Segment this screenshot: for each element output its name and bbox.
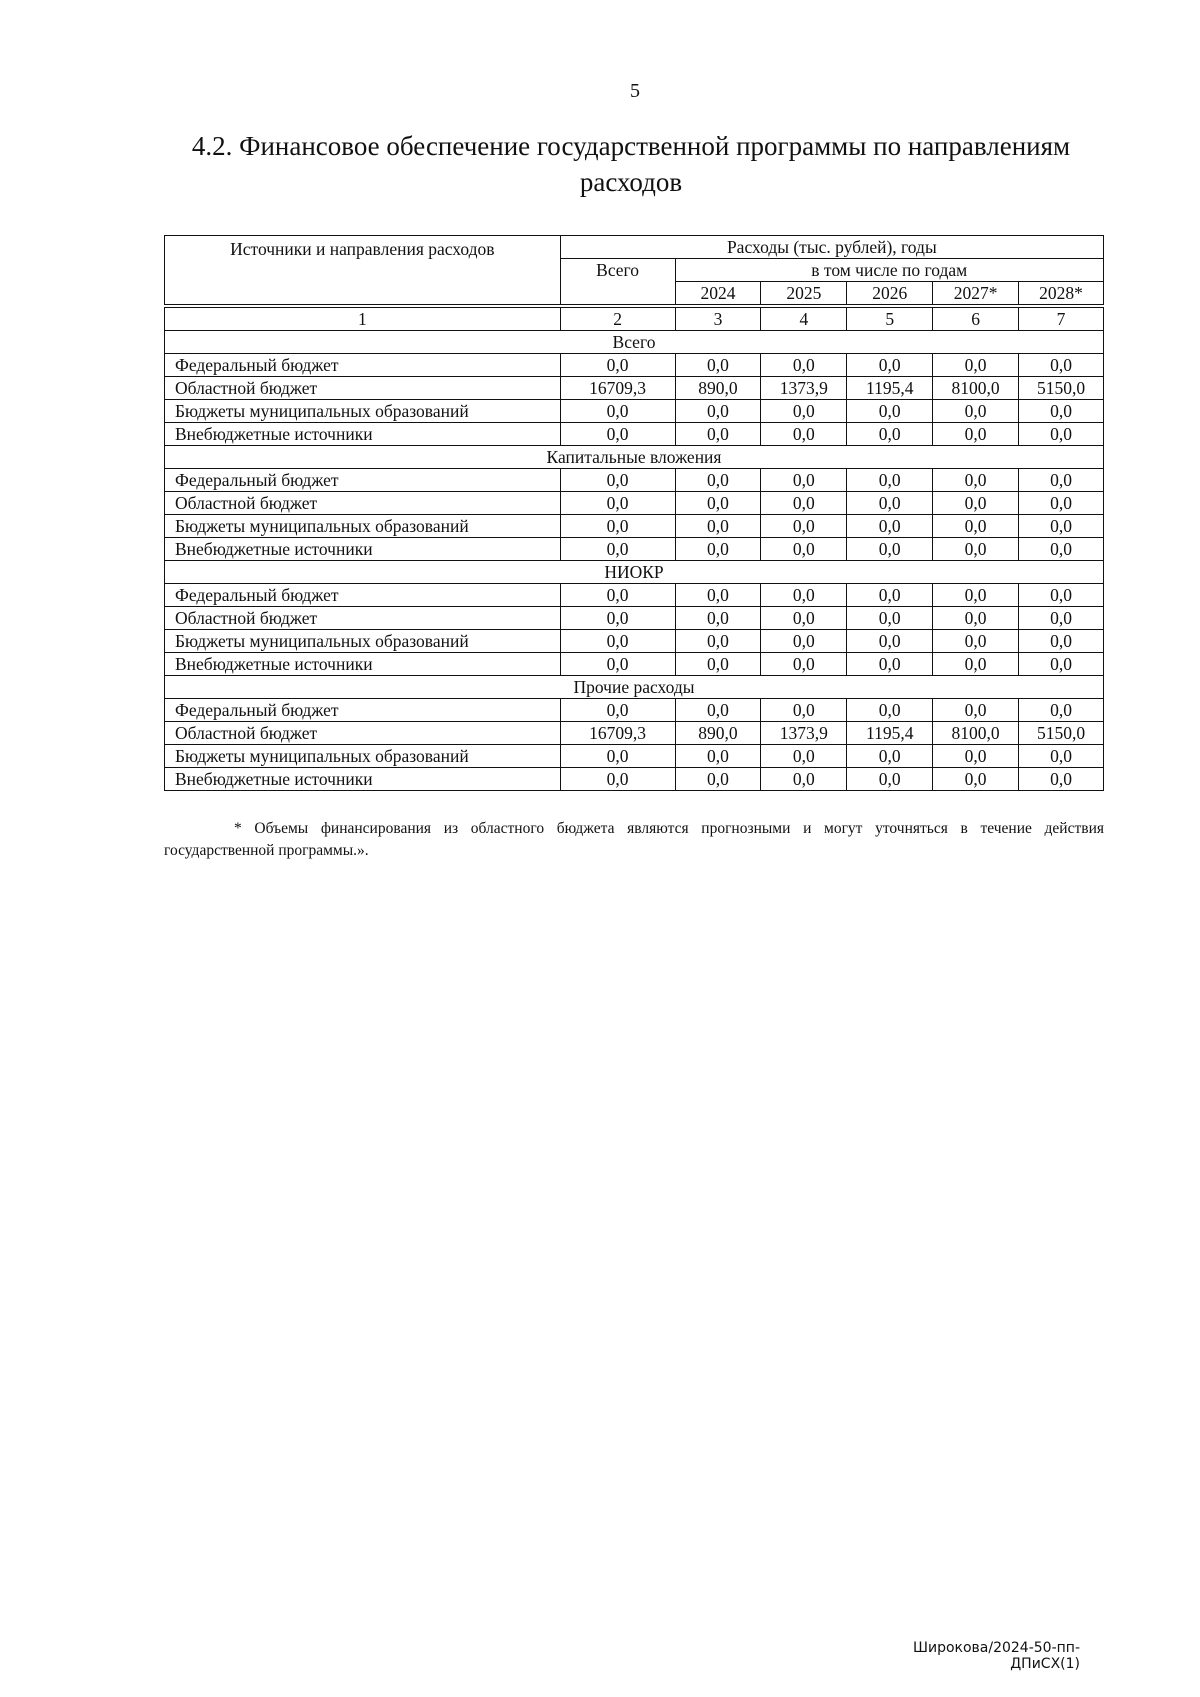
value-cell: 0,0 bbox=[675, 538, 761, 561]
value-cell: 0,0 bbox=[761, 607, 847, 630]
value-cell: 0,0 bbox=[1019, 653, 1104, 676]
header-year: 2026 bbox=[847, 282, 933, 305]
table-row bbox=[165, 722, 1104, 745]
row-label: Федеральный бюджет bbox=[165, 469, 561, 492]
value-cell: 0,0 bbox=[933, 538, 1019, 561]
value-cell: 0,0 bbox=[675, 699, 761, 722]
value-cell: 0,0 bbox=[1019, 584, 1104, 607]
header-year: 2024 bbox=[675, 282, 761, 305]
value-cell: 0,0 bbox=[847, 607, 933, 630]
value-cell: 0,0 bbox=[933, 400, 1019, 423]
value-cell: 0,0 bbox=[1019, 768, 1104, 791]
section-title: Всего bbox=[165, 331, 1104, 354]
value-cell: 0,0 bbox=[761, 745, 847, 768]
header-year: 2028* bbox=[1019, 282, 1104, 305]
value-cell: 0,0 bbox=[761, 768, 847, 791]
value-cell: 0,0 bbox=[675, 768, 761, 791]
value-cell: 0,0 bbox=[847, 630, 933, 653]
value-cell: 0,0 bbox=[560, 653, 675, 676]
value-cell: 1373,9 bbox=[761, 377, 847, 400]
value-cell: 0,0 bbox=[761, 354, 847, 377]
value-cell: 0,0 bbox=[933, 630, 1019, 653]
value-cell: 0,0 bbox=[847, 745, 933, 768]
row-label: Внебюджетные источники bbox=[165, 768, 561, 791]
value-cell: 0,0 bbox=[933, 745, 1019, 768]
row-label: Внебюджетные источники bbox=[165, 653, 561, 676]
footnote: * Объемы финансирования из областного бюджета являются прогнозными и могут уточняться в течение действия государственной программы.». bbox=[164, 820, 1104, 859]
value-cell: 0,0 bbox=[560, 400, 675, 423]
row-label: Бюджеты муниципальных образований bbox=[165, 745, 561, 768]
section-row bbox=[165, 446, 1104, 469]
value-cell: 0,0 bbox=[933, 768, 1019, 791]
value-cell: 0,0 bbox=[675, 630, 761, 653]
header-row-1 bbox=[165, 236, 1104, 259]
row-label: Областной бюджет bbox=[165, 722, 561, 745]
table-body bbox=[165, 236, 1104, 791]
header-by-years: в том числе по годам bbox=[675, 259, 1103, 282]
value-cell: 0,0 bbox=[933, 423, 1019, 446]
value-cell: 0,0 bbox=[847, 699, 933, 722]
header-year: 2027* bbox=[933, 282, 1019, 305]
value-cell: 0,0 bbox=[847, 653, 933, 676]
value-cell: 0,0 bbox=[560, 423, 675, 446]
value-cell: 0,0 bbox=[847, 400, 933, 423]
column-numbers-row bbox=[165, 308, 1104, 331]
section-title: НИОКР bbox=[165, 561, 1104, 584]
table-row bbox=[165, 745, 1104, 768]
value-cell: 890,0 bbox=[675, 377, 761, 400]
row-label: Областной бюджет bbox=[165, 492, 561, 515]
table-row bbox=[165, 400, 1104, 423]
table-row bbox=[165, 584, 1104, 607]
value-cell: 0,0 bbox=[560, 492, 675, 515]
value-cell: 0,0 bbox=[675, 607, 761, 630]
value-cell: 0,0 bbox=[933, 653, 1019, 676]
value-cell: 0,0 bbox=[933, 584, 1019, 607]
header-expenses: Расходы (тыс. рублей), годы bbox=[560, 236, 1103, 259]
page-number: 5 bbox=[630, 80, 640, 102]
table-row bbox=[165, 377, 1104, 400]
column-number: 3 bbox=[675, 308, 761, 331]
value-cell: 0,0 bbox=[1019, 492, 1104, 515]
value-cell: 0,0 bbox=[1019, 538, 1104, 561]
row-label: Бюджеты муниципальных образований bbox=[165, 400, 561, 423]
value-cell: 0,0 bbox=[560, 354, 675, 377]
value-cell: 0,0 bbox=[675, 469, 761, 492]
section-title: Прочие расходы bbox=[165, 676, 1104, 699]
value-cell: 0,0 bbox=[761, 515, 847, 538]
value-cell: 0,0 bbox=[847, 515, 933, 538]
table-row bbox=[165, 653, 1104, 676]
row-label: Внебюджетные источники bbox=[165, 423, 561, 446]
value-cell: 0,0 bbox=[761, 492, 847, 515]
header-year: 2025 bbox=[761, 282, 847, 305]
value-cell: 5150,0 bbox=[1019, 377, 1104, 400]
value-cell: 0,0 bbox=[761, 469, 847, 492]
value-cell: 0,0 bbox=[1019, 607, 1104, 630]
value-cell: 0,0 bbox=[675, 423, 761, 446]
value-cell: 0,0 bbox=[761, 538, 847, 561]
row-label: Федеральный бюджет bbox=[165, 699, 561, 722]
table-row bbox=[165, 630, 1104, 653]
row-label: Бюджеты муниципальных образований bbox=[165, 515, 561, 538]
value-cell: 0,0 bbox=[847, 492, 933, 515]
row-label: Областной бюджет bbox=[165, 607, 561, 630]
value-cell: 0,0 bbox=[560, 538, 675, 561]
value-cell: 0,0 bbox=[675, 515, 761, 538]
financing-table bbox=[164, 235, 1104, 791]
value-cell: 0,0 bbox=[1019, 699, 1104, 722]
value-cell: 0,0 bbox=[847, 354, 933, 377]
value-cell: 1195,4 bbox=[847, 722, 933, 745]
column-number: 1 bbox=[165, 308, 561, 331]
section-row bbox=[165, 331, 1104, 354]
value-cell: 0,0 bbox=[1019, 423, 1104, 446]
value-cell: 0,0 bbox=[847, 584, 933, 607]
value-cell: 0,0 bbox=[933, 607, 1019, 630]
value-cell: 0,0 bbox=[847, 538, 933, 561]
value-cell: 0,0 bbox=[675, 400, 761, 423]
value-cell: 0,0 bbox=[847, 768, 933, 791]
value-cell: 16709,3 bbox=[560, 377, 675, 400]
table-row bbox=[165, 515, 1104, 538]
value-cell: 0,0 bbox=[560, 607, 675, 630]
value-cell: 0,0 bbox=[560, 584, 675, 607]
value-cell: 0,0 bbox=[675, 584, 761, 607]
table-row bbox=[165, 607, 1104, 630]
table-row bbox=[165, 469, 1104, 492]
value-cell: 0,0 bbox=[1019, 630, 1104, 653]
section-row bbox=[165, 676, 1104, 699]
value-cell: 0,0 bbox=[560, 630, 675, 653]
value-cell: 0,0 bbox=[761, 423, 847, 446]
value-cell: 1373,9 bbox=[761, 722, 847, 745]
value-cell: 890,0 bbox=[675, 722, 761, 745]
page-title: 4.2. Финансовое обеспечение государственной программы по направлениям расходов bbox=[191, 131, 1071, 197]
value-cell: 0,0 bbox=[675, 354, 761, 377]
row-label: Внебюджетные источники bbox=[165, 538, 561, 561]
row-label: Областной бюджет bbox=[165, 377, 561, 400]
value-cell: 0,0 bbox=[1019, 469, 1104, 492]
table-row bbox=[165, 354, 1104, 377]
value-cell: 0,0 bbox=[933, 469, 1019, 492]
value-cell: 0,0 bbox=[560, 515, 675, 538]
value-cell: 0,0 bbox=[1019, 400, 1104, 423]
value-cell: 0,0 bbox=[675, 745, 761, 768]
value-cell: 8100,0 bbox=[933, 722, 1019, 745]
value-cell: 8100,0 bbox=[933, 377, 1019, 400]
table-row bbox=[165, 492, 1104, 515]
section-title: Капитальные вложения bbox=[165, 446, 1104, 469]
value-cell: 0,0 bbox=[675, 492, 761, 515]
value-cell: 0,0 bbox=[933, 699, 1019, 722]
value-cell: 16709,3 bbox=[560, 722, 675, 745]
value-cell: 0,0 bbox=[560, 699, 675, 722]
header-sources: Источники и направления расходов bbox=[165, 236, 561, 305]
value-cell: 0,0 bbox=[1019, 745, 1104, 768]
column-number: 5 bbox=[847, 308, 933, 331]
section-row bbox=[165, 561, 1104, 584]
column-number: 7 bbox=[1019, 308, 1104, 331]
table-row bbox=[165, 699, 1104, 722]
value-cell: 0,0 bbox=[560, 469, 675, 492]
table-row bbox=[165, 423, 1104, 446]
value-cell: 0,0 bbox=[933, 354, 1019, 377]
value-cell: 0,0 bbox=[1019, 354, 1104, 377]
value-cell: 0,0 bbox=[761, 653, 847, 676]
table-row bbox=[165, 768, 1104, 791]
value-cell: 0,0 bbox=[847, 469, 933, 492]
document-stamp: Широкова/2024-50-пп-ДПиСХ(1) bbox=[913, 1640, 1080, 1672]
column-number: 4 bbox=[761, 308, 847, 331]
row-label: Федеральный бюджет bbox=[165, 354, 561, 377]
column-number: 6 bbox=[933, 308, 1019, 331]
value-cell: 5150,0 bbox=[1019, 722, 1104, 745]
row-label: Бюджеты муниципальных образований bbox=[165, 630, 561, 653]
value-cell: 0,0 bbox=[1019, 515, 1104, 538]
row-label: Федеральный бюджет bbox=[165, 584, 561, 607]
value-cell: 0,0 bbox=[675, 653, 761, 676]
column-number: 2 bbox=[560, 308, 675, 331]
value-cell: 0,0 bbox=[761, 584, 847, 607]
header-total: Всего bbox=[560, 259, 675, 305]
value-cell: 0,0 bbox=[761, 630, 847, 653]
value-cell: 0,0 bbox=[761, 400, 847, 423]
table-row bbox=[165, 538, 1104, 561]
value-cell: 0,0 bbox=[560, 768, 675, 791]
value-cell: 0,0 bbox=[761, 699, 847, 722]
value-cell: 0,0 bbox=[933, 492, 1019, 515]
value-cell: 1195,4 bbox=[847, 377, 933, 400]
value-cell: 0,0 bbox=[933, 515, 1019, 538]
value-cell: 0,0 bbox=[560, 745, 675, 768]
value-cell: 0,0 bbox=[847, 423, 933, 446]
